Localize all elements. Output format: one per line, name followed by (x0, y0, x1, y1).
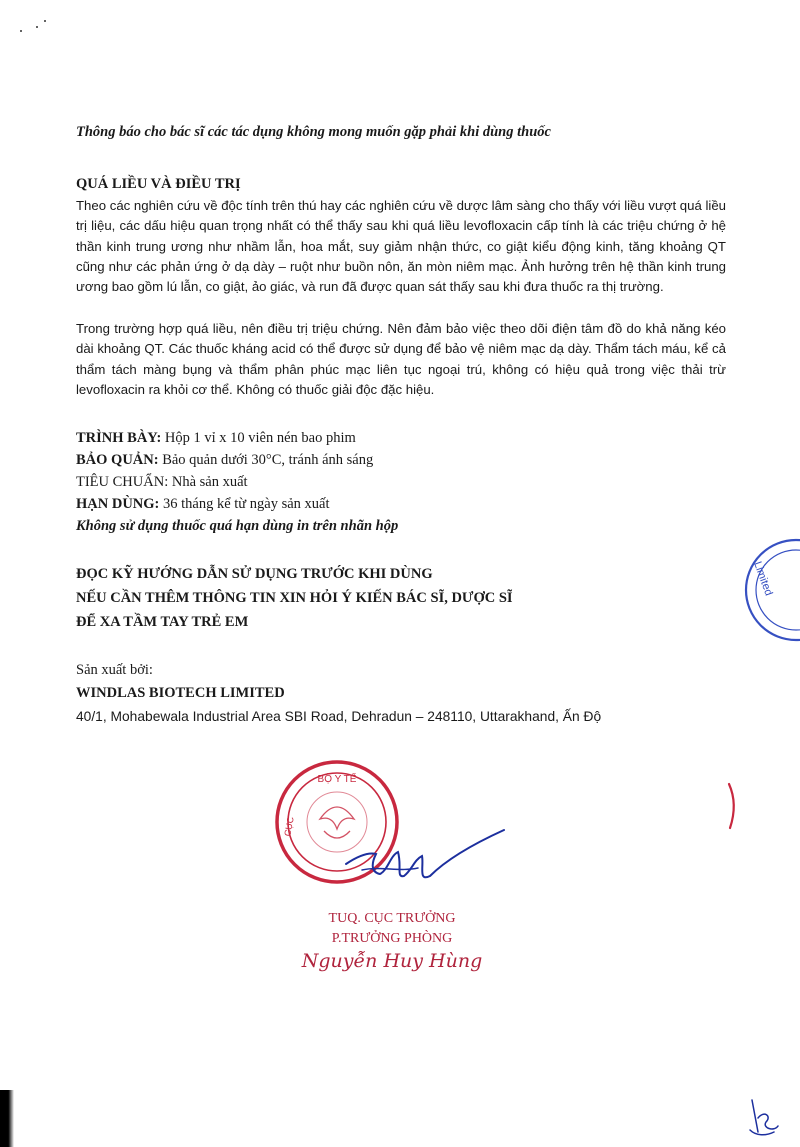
expiry-line (76, 494, 726, 514)
signer-name: Nguyễn Huy Hùng (301, 950, 483, 972)
expiry-value: 36 tháng kể từ ngày sản xuất (159, 496, 330, 512)
scan-speck (36, 26, 38, 28)
signature-scribble (340, 826, 510, 906)
presentation-line (76, 428, 726, 448)
stamp-left-text: CỤC (282, 816, 296, 837)
standard-line: TIÊU CHUẨN: Nhà sản xuất (76, 474, 248, 490)
scan-speck (20, 30, 22, 32)
initials-scribble (744, 1092, 784, 1140)
adverse-effects-notice: Thông báo cho bác sĩ các tác dụng không mong muốn gặp phải khi dùng thuốc (76, 124, 551, 140)
manufacturer-address: 40/1, Mohabewala Industrial Area SBI Road, Dehradun – 248110, Uttarakhand, Ấn Độ (76, 709, 602, 724)
overdose-title: QUÁ LIỀU VÀ ĐIỀU TRỊ (76, 176, 241, 192)
storage-value: Bảo quản dưới 30°C, tránh ánh sáng (158, 452, 374, 468)
expiry-warning: Không sử dụng thuốc quá hạn dùng in trên nhãn hộp (76, 518, 399, 534)
edge-red-mark (726, 782, 740, 830)
approval-line-2: P.TRƯỞNG PHÒNG (331, 931, 453, 946)
manufacturer-name: WINDLAS BIOTECH LIMITED (76, 685, 285, 701)
side-stamp (716, 535, 800, 645)
notice-read-instructions: ĐỌC KỸ HƯỚNG DẪN SỬ DỤNG TRƯỚC KHI DÙNG (76, 566, 433, 582)
manufacturer-label: Sản xuất bởi: (76, 662, 153, 678)
notice-ask-doctor: NẾU CẦN THÊM THÔNG TIN XIN HỎI Ý KIẾN BÁC SĨ, DƯỢC SĨ (76, 590, 513, 606)
notice-keep-away-children: ĐỂ XA TẦM TAY TRẺ EM (76, 614, 249, 630)
side-stamp-text: Limited (751, 559, 775, 598)
presentation-label: TRÌNH BÀY: (76, 430, 162, 446)
stamp-top-text: BỘ Y TẾ (317, 774, 357, 785)
overdose-paragraph-1: Theo các nghiên cứu về độc tính trên thú hay các nghiên cứu về dược lâm sàng cho thấy với liều vượt quá liều trị liệu, các dấu hiệu quan trọng nhất có thể thấy sau khi quá liều levofloxacin cấp tính là các triệu chứng ở hệ thần kinh trung ương như nhầm lẫn, hoa mắt, suy giảm nhận thức, co giật kiểu động kinh, tăng khoảng QT cũng như các phản ứng ở dạ dày – ruột như buồn nôn, ăn mòn niêm mạc. Ảnh hưởng trên hệ thần kinh trung ương bao gồm lú lẫn, co giật, ảo giác, và run đã được quan sát thấy sau khi đưa thuốc ra thị trường. (76, 198, 726, 295)
approval-line-1: TUQ. CỤC TRƯỞNG (328, 911, 456, 926)
presentation-value: Hộp 1 vỉ x 10 viên nén bao phim (161, 430, 356, 446)
scan-speck (44, 20, 46, 22)
expiry-label: HẠN DÙNG: (76, 496, 160, 512)
scan-edge-shadow (0, 1090, 14, 1147)
storage-label: BẢO QUẢN: (76, 452, 159, 468)
storage-line (76, 450, 726, 470)
overdose-paragraph-2: Trong trường hợp quá liều, nên điều trị triệu chứng. Nên đảm bảo việc theo dõi điện tâm đồ do khả năng kéo dài khoảng QT. Các thuốc kháng acid có thể được sử dụng để bảo vệ niêm mạc dạ dày. Thẩm tách máu, kể cả thẩm tách màng bụng và thẩm phân phúc mạc liên tục ngoại trú, không có hiệu quả trong việc thải trừ levofloxacin ra khỏi cơ thể. Không có thuốc giải độc đặc hiệu. (76, 321, 726, 397)
